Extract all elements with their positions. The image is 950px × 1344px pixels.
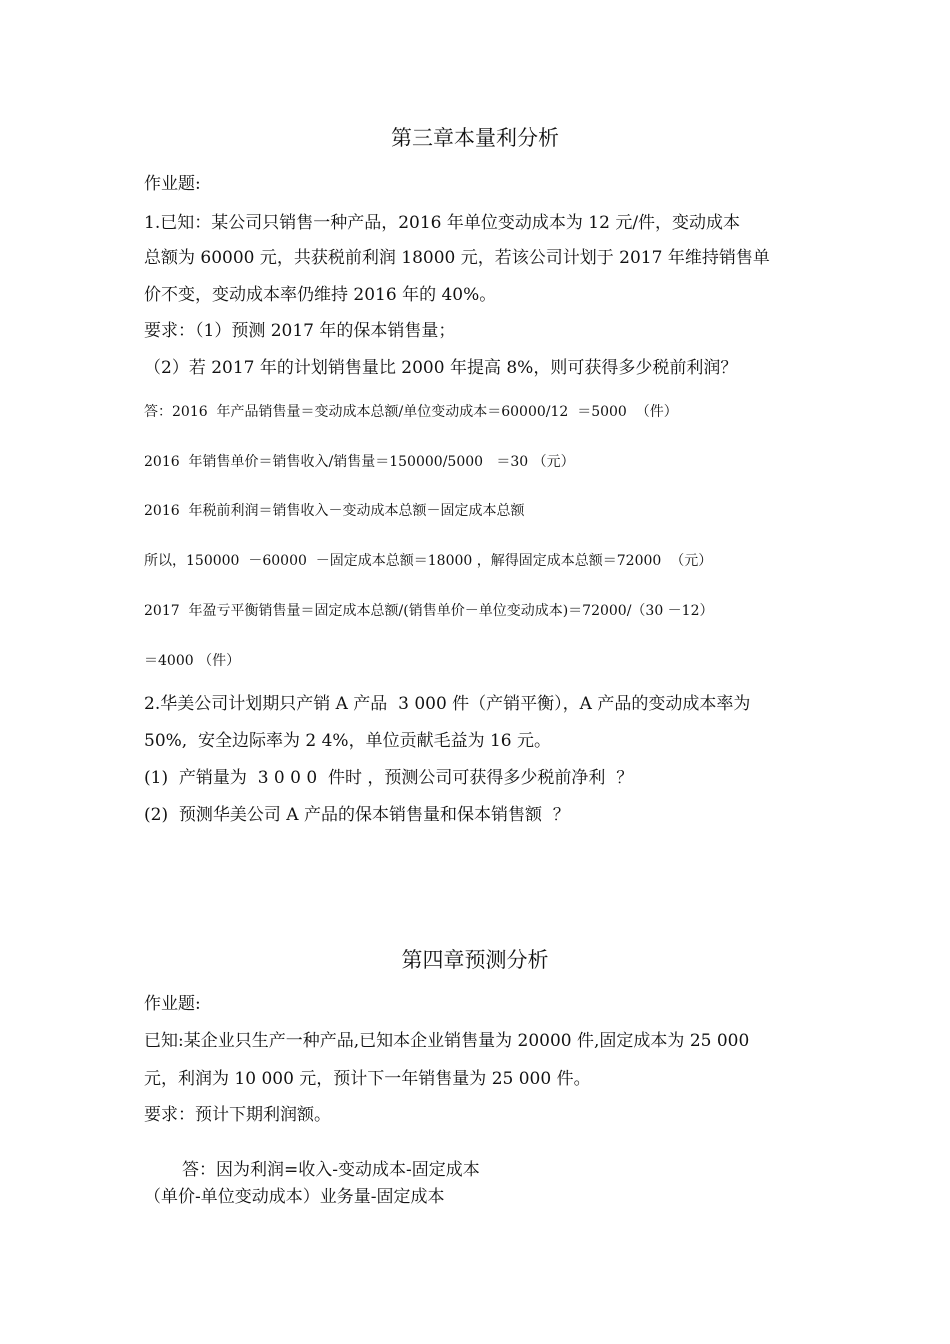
chapter3-title: 第三章本量利分析 bbox=[391, 126, 559, 150]
q1-line-3: 价不变，变动成本率仍维持 2016 年的 40%。 bbox=[144, 285, 497, 305]
answer-line-1: 答：2016 年产品销售量＝变动成本总额/单位变动成本＝60000/12 ＝5000 （件） bbox=[144, 404, 678, 420]
chapter4-answer-line-2: （单价-单位变动成本）业务量-固定成本 bbox=[144, 1187, 445, 1207]
q2-line-2: 50%, 安全边际率为 2 4%，单位贡献毛益为 16 元。 bbox=[144, 731, 552, 751]
q2-sub-question-2: (2) 预测华美公司 A 产品的保本销售量和保本销售额 ？ bbox=[144, 805, 570, 825]
answer-line-5: 2017 年盈亏平衡销售量＝固定成本总额/(销售单价－单位变动成本)＝72000/（30 －12） bbox=[144, 603, 714, 619]
answer-line-6: ＝4000 （件） bbox=[144, 653, 241, 669]
q1-line-2: 总额为 60000 元，共获税前利润 18000 元，若该公司计划于 2017 年维持销售单 bbox=[144, 248, 770, 268]
q1-line-1: 1.已知：某公司只销售一种产品，2016 年单位变动成本为 12 元/件，变动成本 bbox=[144, 213, 741, 233]
answer-line-3: 2016 年税前利润＝销售收入－变动成本总额－固定成本总额 bbox=[144, 503, 525, 519]
known-line-1: 已知:某企业只生产一种产品,已知本企业销售量为 20000 件,固定成本为 25 000 bbox=[144, 1031, 750, 1051]
chapter4-answer-line-1: 答：因为利润=收入-变动成本-固定成本 bbox=[182, 1160, 480, 1180]
answer-line-4: 所以，150000 －60000 －固定成本总额＝18000 ，解得固定成本总额＝72000 （元） bbox=[144, 553, 713, 569]
chapter3-homework-label: 作业题: bbox=[144, 174, 201, 194]
q2-sub-question-1: (1) 产销量为 3 0 0 0 件时 ，预测公司可获得多少税前净利 ？ bbox=[144, 768, 634, 788]
chapter4-title: 第四章预测分析 bbox=[401, 948, 549, 972]
chapter4-homework-label: 作业题: bbox=[144, 994, 201, 1014]
answer-line-2: 2016 年销售单价＝销售收入/销售量＝150000/5000 ＝30 （元） bbox=[144, 454, 575, 470]
q1-requirement-2: （2）若 2017 年的计划销售量比 2000 年提高 8%，则可获得多少税前利润？ bbox=[144, 358, 738, 378]
q1-requirement-1: 要求：（1）预测 2017 年的保本销售量； bbox=[144, 321, 456, 341]
known-line-2: 元，利润为 10 000 元，预计下一年销售量为 25 000 件。 bbox=[144, 1069, 591, 1089]
q2-line-1: 2.华美公司计划期只产销 A 产品 3 000 件（产销平衡），A 产品的变动成本率为 bbox=[144, 694, 751, 714]
chapter4-requirement: 要求：预计下期利润额。 bbox=[144, 1105, 331, 1125]
